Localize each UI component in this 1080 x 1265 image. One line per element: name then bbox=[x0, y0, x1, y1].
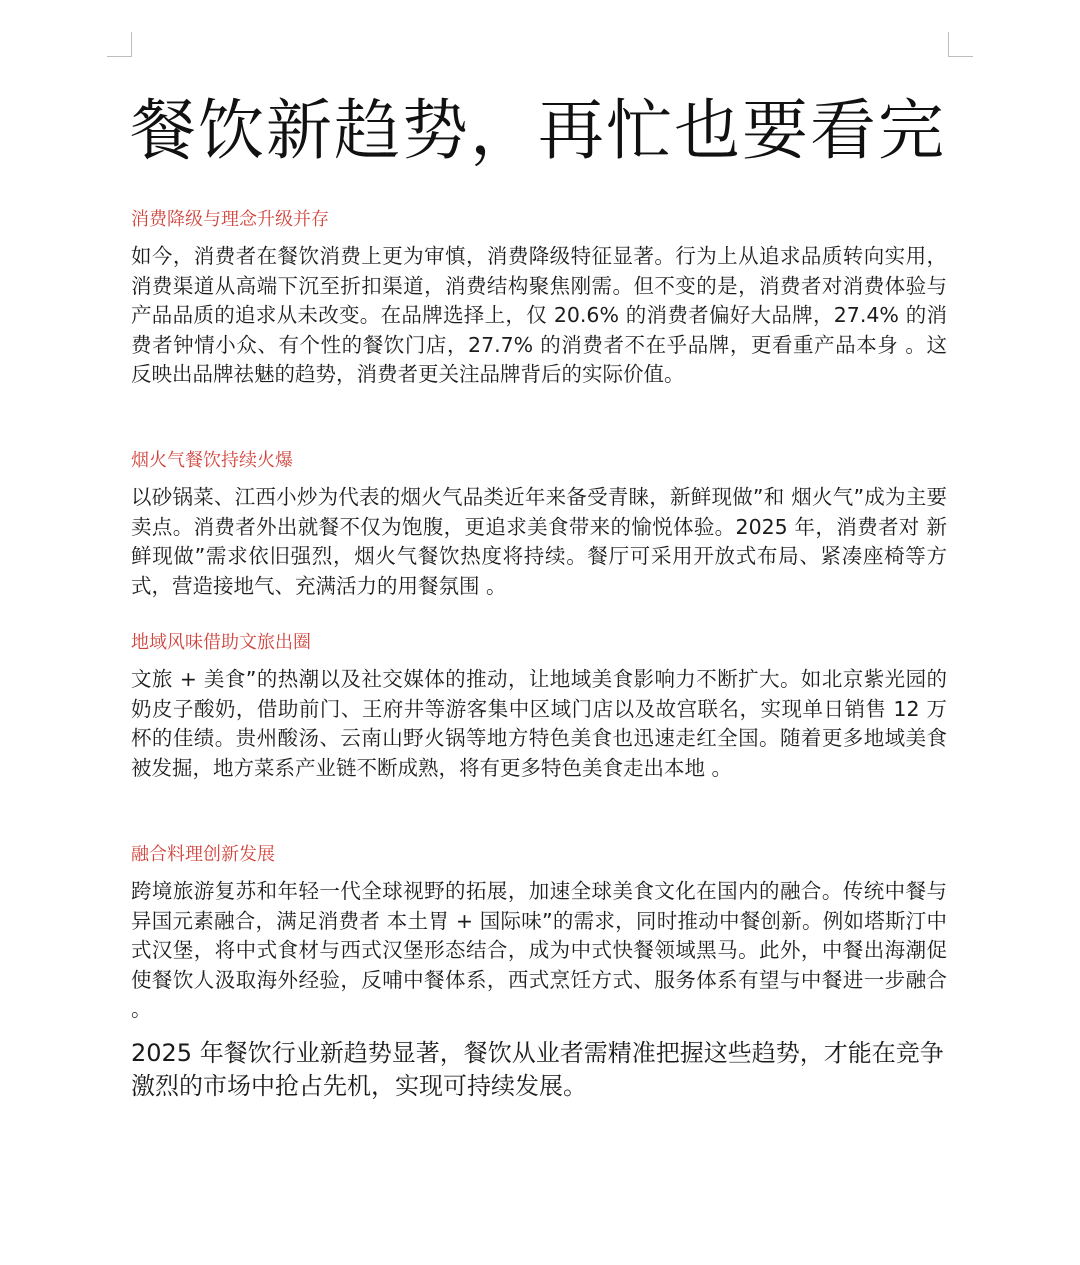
section-heading: 融合料理创新发展 bbox=[131, 844, 275, 865]
conclusion-paragraph: 2025 年餐饮行业新趋势显著，餐饮从业者需精准把握这些趋势，才能在竞争激烈的市场中抢占先机，实现可持续发展。 bbox=[131, 1039, 944, 1100]
section-body: 跨境旅游复苏和年轻一代全球视野的拓展，加速全球美食文化在国内的融合。传统中餐与异国元素融合，满足消费者 本土胃 + 国际味”的需求，同时推动中餐创新。例如塔斯汀中式汉堡，将中式食材与西式汉堡形态结合，成为中式快餐领域黑马。此外，中餐出海潮促使餐饮人汲取海外经验，反哺中餐体系，西式烹饪方式、服务体系有望与中餐进一步融合 。 bbox=[131, 879, 947, 1022]
page-corner-mark-top-right bbox=[948, 32, 973, 57]
page-title: 餐饮新趋势，再忙也要看完 bbox=[130, 92, 946, 169]
section-heading: 烟火气餐饮持续火爆 bbox=[131, 450, 293, 471]
section-heading: 地域风味借助文旅出圈 bbox=[131, 632, 311, 653]
section-heading: 消费降级与理念升级并存 bbox=[131, 209, 329, 230]
section-fireworks-dining bbox=[131, 448, 947, 601]
section-consumption-downgrade bbox=[131, 207, 947, 390]
section-body: 如今，消费者在餐饮消费上更为审慎，消费降级特征显著。行为上从追求品质转向实用，消费渠道从高端下沉至折扣渠道，消费结构聚焦刚需。但不变的是，消费者对消费体验与产品品质的追求从未改变。在品牌选择上，仅 20.6% 的消费者偏好大品牌，27.4% 的消费者钟情小众、有个性的餐饮门店，27.7% 的消费者不在乎品牌，更看重产品本身 。这反映出品牌祛魅的趋势，消费者更关注品牌背后的实际价值。 bbox=[131, 244, 947, 387]
section-fusion-cuisine bbox=[131, 842, 947, 1025]
section-body: 文旅 + 美食”的热潮以及社交媒体的推动，让地域美食影响力不断扩大。如北京紫光园的奶皮子酸奶，借助前门、王府井等游客集中区域门店以及故宫联名，实现单日销售 12 万杯的佳绩。贵州酸汤、云南山野火锅等地方特色美食也迅速走红全国。随着更多地域美食被发掘，地方菜系产业链不断成熟，将有更多特色美食走出本地 。 bbox=[131, 667, 947, 780]
section-regional-flavor bbox=[131, 630, 947, 783]
section-body: 以砂锅菜、江西小炒为代表的烟火气品类近年来备受青睐，新鲜现做”和 烟火气”成为主要卖点。消费者外出就餐不仅为饱腹，更追求美食带来的愉悦体验。2025 年，消费者对 新鲜现做”需求依旧强烈，烟火气餐饮热度将持续。餐厅可采用开放式布局、紧凑座椅等方式，营造接地气、充满活力的用餐氛围 。 bbox=[131, 485, 947, 598]
page-corner-mark-top-left bbox=[107, 32, 132, 57]
